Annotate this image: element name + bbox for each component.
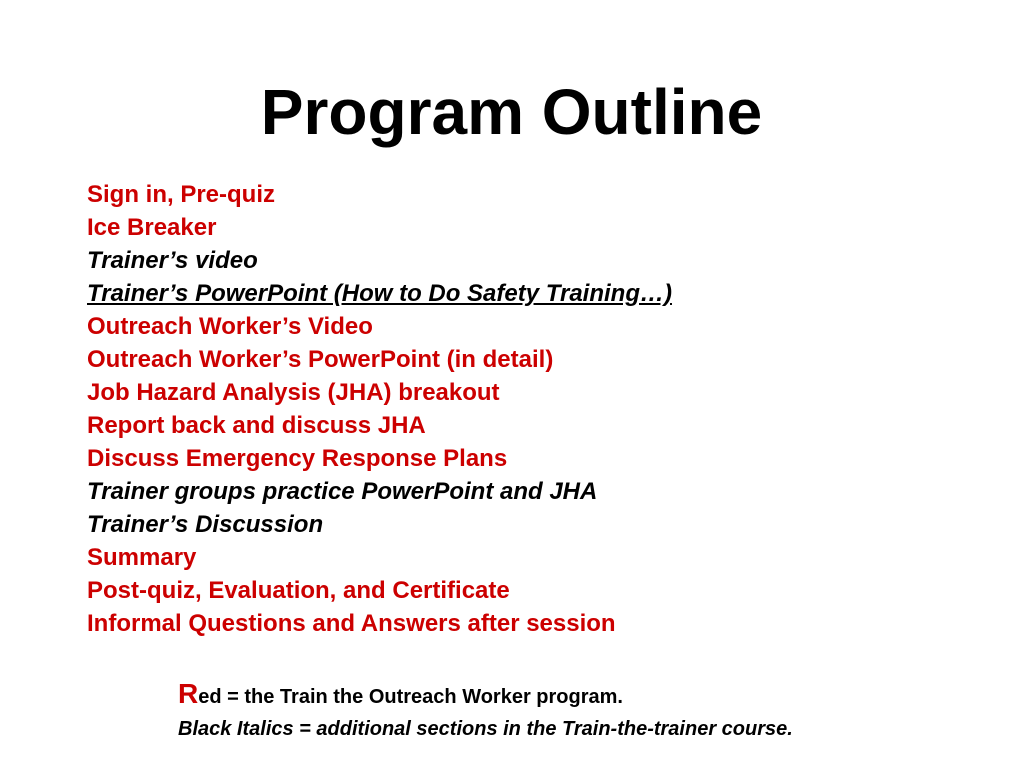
list-item-ice-breaker: Ice Breaker bbox=[87, 214, 217, 241]
list-item-jha-breakout: Job Hazard Analysis (JHA) breakout bbox=[87, 379, 500, 406]
list-item-trainers-powerpoint: Trainer’s PowerPoint (How to Do Safety Training…) bbox=[87, 280, 672, 307]
legend-black-line: Black Italics = additional sections in the Train-the-trainer course. bbox=[178, 718, 793, 740]
list-item-trainers-discussion: Trainer’s Discussion bbox=[87, 511, 324, 538]
list-item-informal-qa: Informal Questions and Answers after session bbox=[87, 610, 616, 637]
legend bbox=[178, 676, 793, 743]
legend-red-line bbox=[178, 676, 793, 715]
program-outline-list bbox=[87, 178, 672, 640]
list-item-outreach-video: Outreach Worker’s Video bbox=[87, 313, 373, 340]
list-item-trainers-video: Trainer’s video bbox=[87, 247, 258, 274]
list-item-trainer-groups: Trainer groups practice PowerPoint and JHA bbox=[87, 478, 598, 505]
list-item-outreach-powerpoint: Outreach Worker’s PowerPoint (in detail) bbox=[87, 346, 554, 373]
list-item-emergency-response: Discuss Emergency Response Plans bbox=[87, 445, 508, 472]
slide-title: Program Outline bbox=[260, 76, 763, 148]
list-item-post-quiz: Post-quiz, Evaluation, and Certificate bbox=[87, 577, 510, 604]
list-item-sign-in: Sign in, Pre-quiz bbox=[87, 181, 276, 208]
legend-red-initial: R bbox=[178, 678, 199, 709]
list-item-summary: Summary bbox=[87, 544, 197, 571]
list-item-report-back: Report back and discuss JHA bbox=[87, 412, 426, 439]
legend-red-text: ed = the Train the Outreach Worker program. bbox=[198, 686, 623, 708]
